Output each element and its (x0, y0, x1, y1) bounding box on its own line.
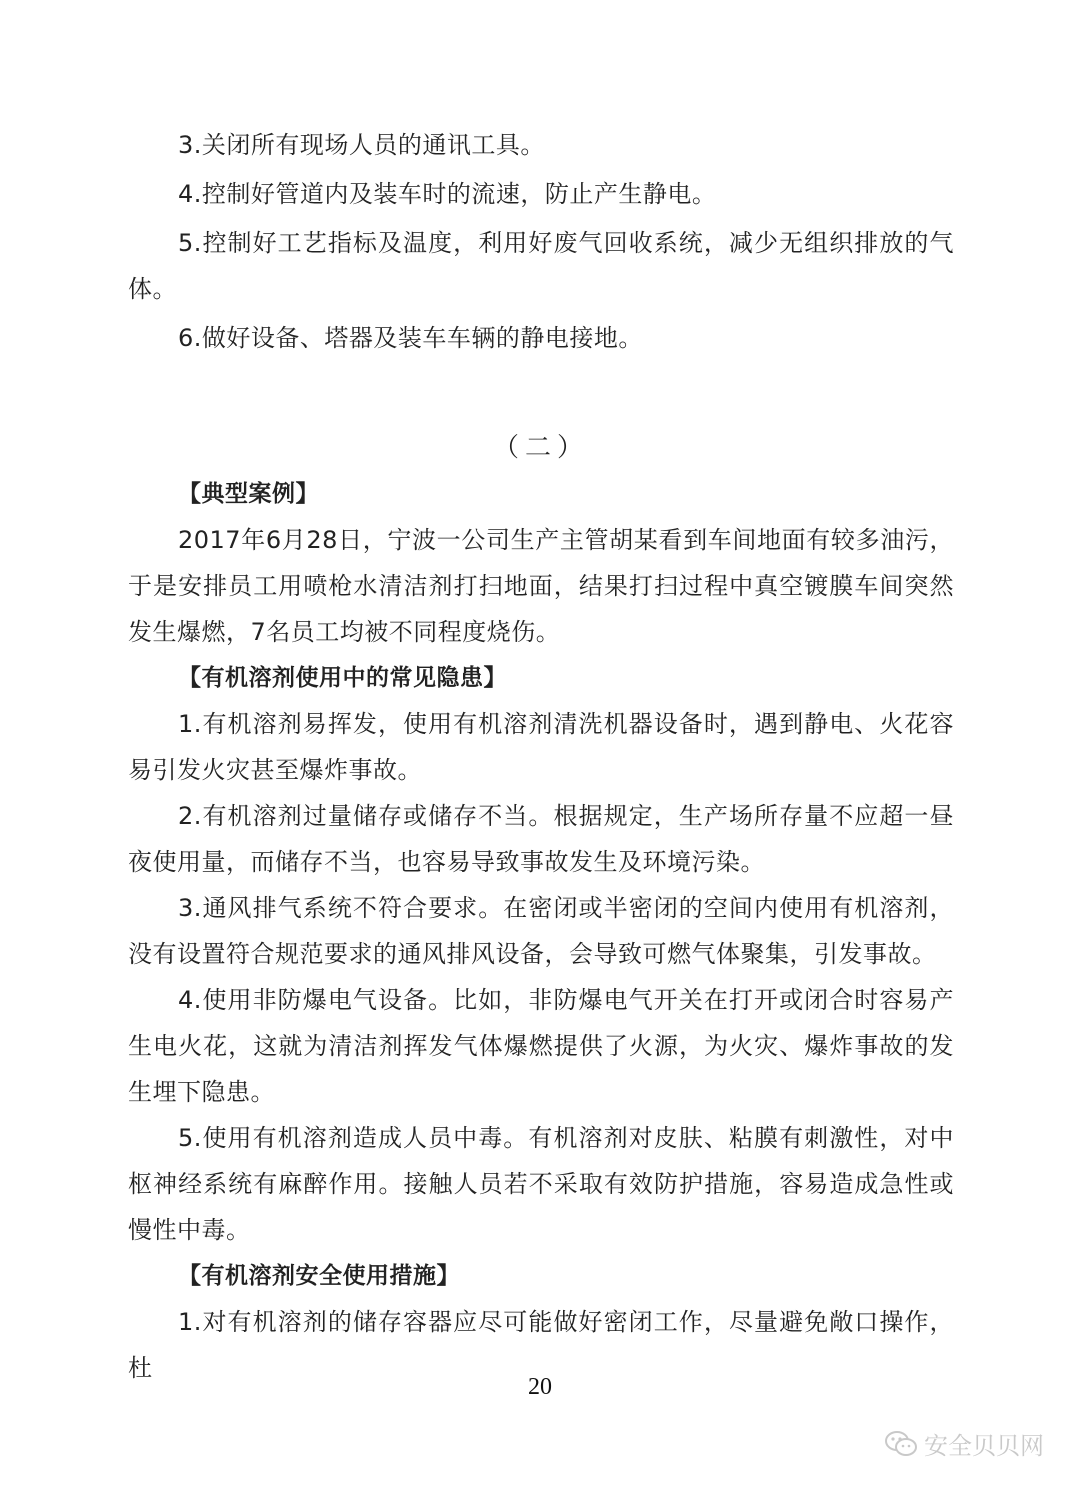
hazard-item-1: 1.有机溶剂易挥发，使用有机溶剂清洗机器设备时，遇到静电、火花容易引发火灾甚至爆炸事故。 (128, 710, 954, 784)
paragraph-item-3: 3.关闭所有现场人员的通讯工具。 (178, 131, 545, 159)
heading-safety-measures: 【有机溶剂安全使用措施】 (178, 1263, 460, 1289)
section-title: （二） (492, 433, 589, 463)
hazard-item-4: 4.使用非防爆电气设备。比如，非防爆电气开关在打开或闭合时容易产生电火花，这就为清洁剂挥发气体爆燃提供了火源，为火灾、爆炸事故的发生埋下隐患。 (128, 986, 954, 1106)
paragraph-item-5: 5.控制好工艺指标及温度，利用好废气回收系统，减少无组织排放的气体。 (128, 229, 954, 303)
page-content (128, 122, 954, 1391)
hazard-item-2: 2.有机溶剂过量储存或储存不当。根据规定，生产场所存量不应超一昼夜使用量，而储存不当，也容易导致事故发生及环境污染。 (128, 802, 954, 876)
hazard-item-3: 3.通风排气系统不符合要求。在密闭或半密闭的空间内使用有机溶剂，没有设置符合规范要求的通风排风设备，会导致可燃气体聚集，引发事故。 (128, 894, 954, 968)
watermark (884, 1426, 1044, 1461)
measure-item-1: 1.对有机溶剂的储存容器应尽可能做好密闭工作，尽量避免敞口操作，杜 (128, 1308, 954, 1382)
case-paragraph: 2017年6月28日，宁波一公司生产主管胡某看到车间地面有较多油污，于是安排员工用喷枪水清洁剂打扫地面，结果打扫过程中真空镀膜车间突然发生爆燃，7名员工均被不同程度烧伤。 (128, 526, 954, 646)
paragraph-item-4: 4.控制好管道内及装车时的流速，防止产生静电。 (178, 180, 717, 208)
page-number: 20 (528, 1374, 552, 1400)
watermark-text: 安全贝贝网 (924, 1432, 1044, 1460)
paragraph-item-6: 6.做好设备、塔器及装车车辆的静电接地。 (178, 324, 643, 352)
heading-common-hazards: 【有机溶剂使用中的常见隐患】 (178, 665, 507, 691)
heading-typical-case: 【典型案例】 (178, 481, 319, 507)
wechat-icon (884, 1430, 918, 1458)
hazard-item-5: 5.使用有机溶剂造成人员中毒。有机溶剂对皮肤、粘膜有刺激性，对中枢神经系统有麻醉作用。接触人员若不采取有效防护措施，容易造成急性或慢性中毒。 (128, 1124, 954, 1244)
